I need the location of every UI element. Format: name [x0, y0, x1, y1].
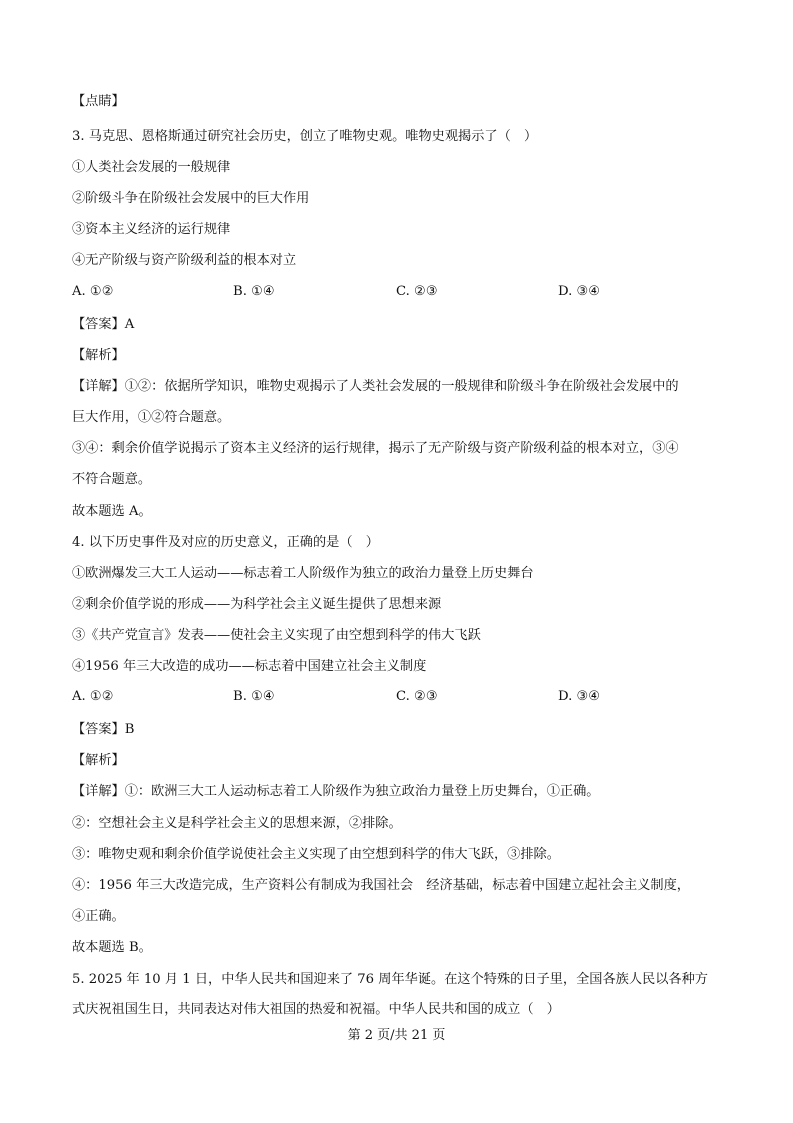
q4-detail-line: 故本题选 B。 — [72, 940, 152, 955]
q4-item-3: ③《共产党宣言》发表——使社会主义实现了由空想到科学的伟大飞跃 — [72, 628, 481, 643]
q3-detail-line: 巨大作用，①②符合题意。 — [72, 410, 231, 425]
q4-answer: 【答案】B — [72, 722, 135, 737]
q3-item-4: ④无产阶级与资产阶级利益的根本对立 — [72, 253, 297, 268]
q4-detail-line: ④：1956 年三大改造完成，生产资料公有制成为我国社会 经济基础，标志着中国建立起社会主义制度， — [72, 878, 690, 893]
q4-option-a: A. ①② — [72, 689, 114, 704]
q4-option-d: D. ③④ — [558, 689, 601, 704]
q3-detail-line: ③④：剩余价值学说揭示了资本主义经济的运行规律，揭示了无产阶级与资产阶级利益的根本对立，③④ — [72, 441, 679, 456]
q3-item-1: ①人类社会发展的一般规律 — [72, 160, 231, 175]
q3-detail-line: 【详解】①②：依据所学知识，唯物史观揭示了人类社会发展的一般规律和阶级斗争在阶级社会发展中的 — [72, 379, 679, 394]
q4-detail-line: ③：唯物史观和剩余价值学说使社会主义实现了由空想到科学的伟大飞跃，③排除。 — [72, 847, 560, 862]
q4-analysis-tag: 【解析】 — [72, 753, 125, 768]
q4-option-b: B. ①④ — [233, 689, 275, 704]
q3-detail-line: 故本题选 A。 — [72, 504, 152, 519]
q4-option-c: C. ②③ — [396, 689, 438, 704]
q3-analysis-tag: 【解析】 — [72, 348, 125, 363]
q3-answer: 【答案】A — [72, 317, 135, 332]
q3-detail-line: 不符合题意。 — [72, 472, 152, 487]
q4-item-2: ②剩余价值学说的形成——为科学社会主义诞生提供了思想来源 — [72, 597, 442, 612]
q5-stem-line: 式庆祝祖国生日，共同表达对伟大祖国的热爱和祝福。中华人民共和国的成立（ ） — [72, 1002, 560, 1017]
q4-item-1: ①欧洲爆发三大工人运动——标志着工人阶级作为独立的政治力量登上历史舞台 — [72, 566, 534, 581]
q4-detail-line: ④正确。 — [72, 909, 125, 924]
q3-stem: 3. 马克思、恩格斯通过研究社会历史，创立了唯物史观。唯物史观揭示了（ ） — [72, 129, 538, 144]
q4-detail-line: 【详解】①：欧洲三大工人运动标志着工人阶级作为独立政治力量登上历史舞台，①正确。 — [72, 784, 600, 799]
q3-option-a: A. ①② — [72, 284, 114, 299]
q3-options — [72, 284, 733, 304]
page-footer: 第 2 页/共 21 页 — [347, 1028, 446, 1043]
q5-stem-line: 5. 2025 年 10 月 1 日，中华人民共和国迎来了 76 周年华诞。在这个特殊的日子里，全国各族人民以各种方 — [72, 972, 708, 987]
q3-item-3: ③资本主义经济的运行规律 — [72, 222, 231, 237]
q3-item-2: ②阶级斗争在阶级社会发展中的巨大作用 — [72, 191, 310, 206]
q4-item-4: ④1956 年三大改造的成功——标志着中国建立社会主义制度 — [72, 659, 427, 674]
q3-option-b: B. ①④ — [233, 284, 275, 299]
tag-dianjing: 【点睛】 — [72, 94, 125, 109]
q4-detail-line: ②：空想社会主义是科学社会主义的思想来源，②排除。 — [72, 816, 402, 831]
q4-options — [72, 689, 733, 709]
q3-option-d: D. ③④ — [558, 284, 601, 299]
q4-stem: 4. 以下历史事件及对应的历史意义，正确的是（ ） — [72, 535, 379, 550]
q3-option-c: C. ②③ — [396, 284, 438, 299]
